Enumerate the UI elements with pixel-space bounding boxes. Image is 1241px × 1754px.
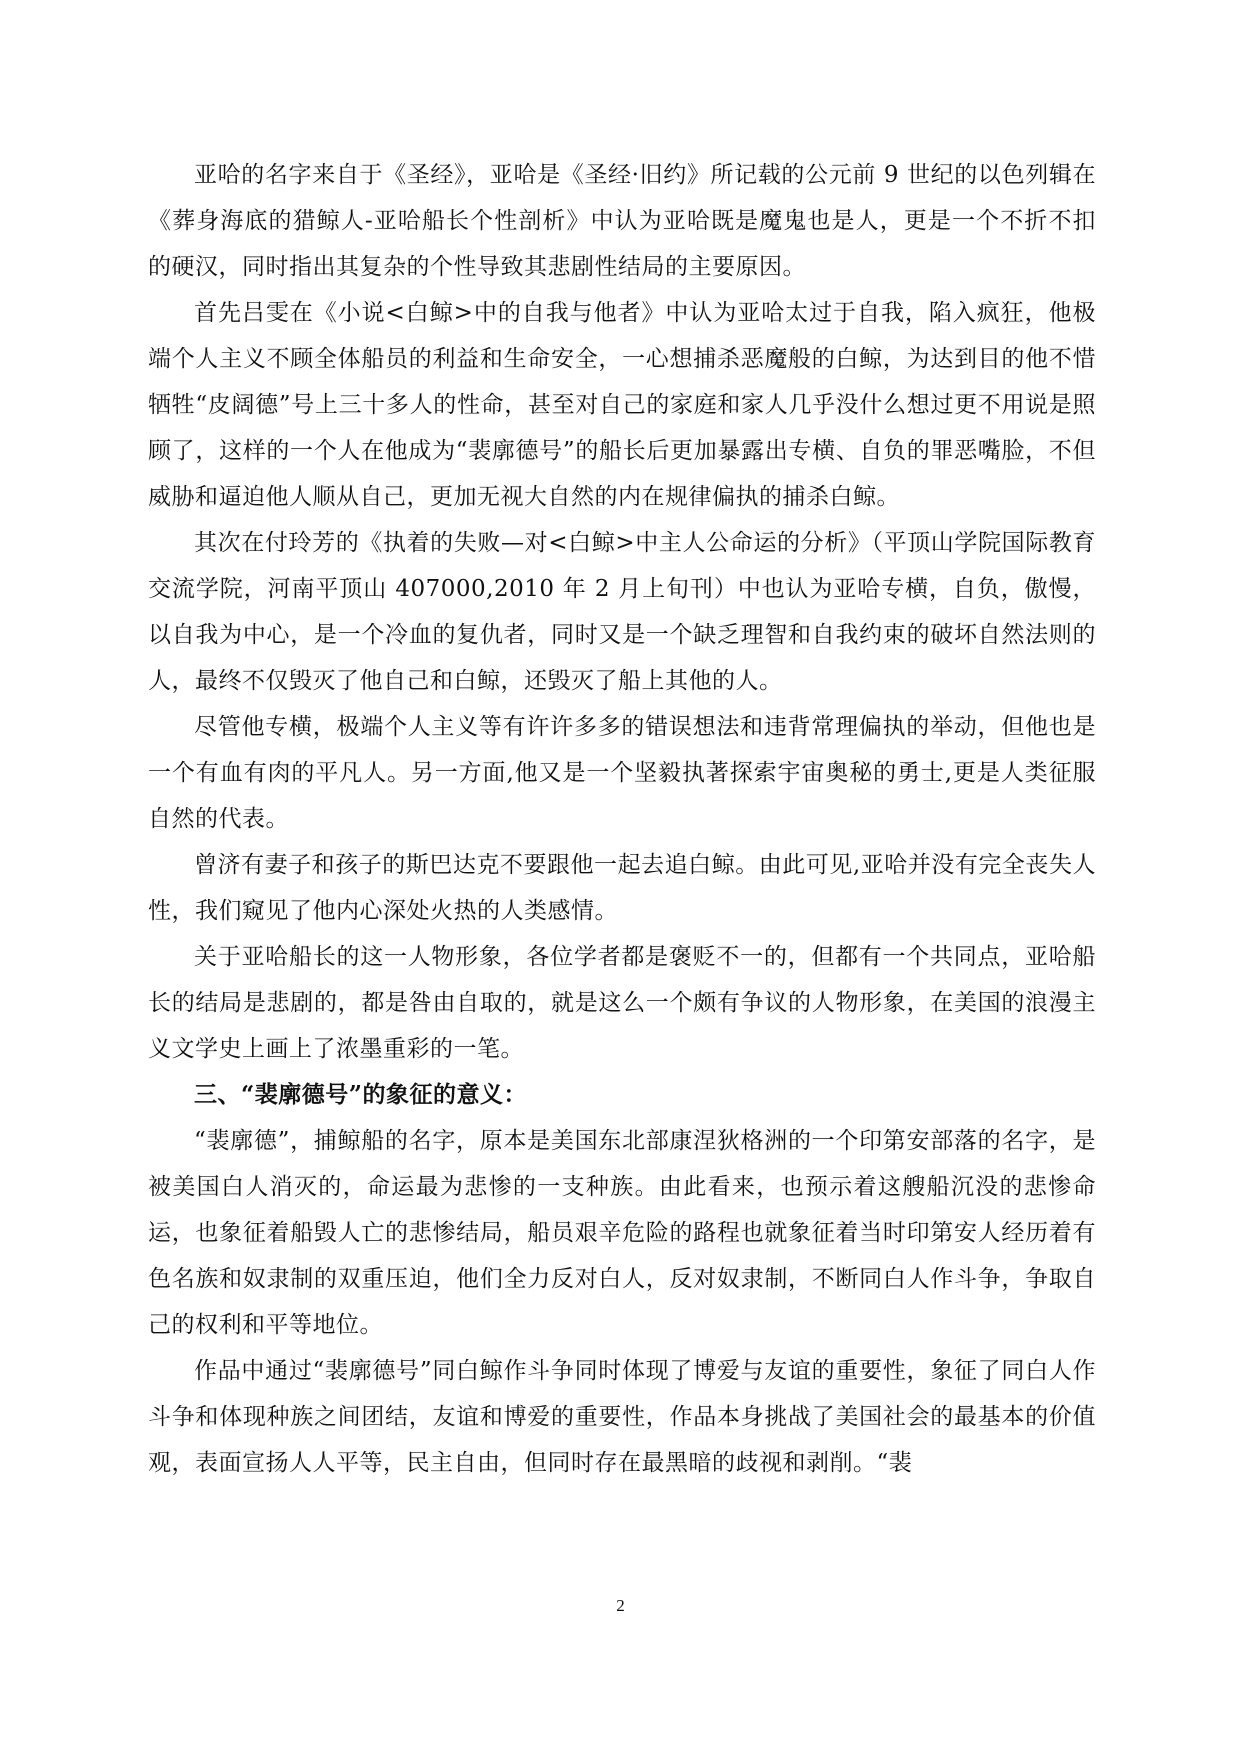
paragraph-pequod-symbolism: 作品中通过“裴廓德号”同白鲸作斗争同时体现了博爱与友谊的重要性，象征了同白人作斗争和体现种族之间团结，友谊和博爱的重要性，作品本身挑战了美国社会的最基本的价值观，表面宣扬人人平等，民主自由，但同时存在最黑暗的歧视和剥削。“裴 [148,1358,1096,1476]
paragraph-fu-lingfang-analysis: 其次在付玲芳的《执着的失败—对<白鲸>中主人公命运的分析》（平顶山学院国际教育交流学院，河南平顶山 407000,2010 年 2 月上旬刊）中也认为亚哈专横，自负，傲慢，以自我为中心，是一个冷血的复仇者，同时又是一个缺乏理智和自我约束的破坏自然法则的人，最终不仅毁灭了他自己和白鲸，还毁灭了船上其他的人。 [148,530,1096,694]
paragraph-ahab-name-origin: 亚哈的名字来自于《圣经》，亚哈是《圣经·旧约》所记载的公元前 9 世纪的以色列辑在《葬身海底的猎鲸人-亚哈船长个性剖析》中认为亚哈既是魔鬼也是人，更是一个不折不扣的硬汉，同时指出其复杂的个性导致其悲剧性结局的主要原因。 [148,162,1096,280]
paragraph-starbuck: 曾济有妻子和孩子的斯巴达克不要跟他一起去追白鲸。由此可见,亚哈并没有完全丧失人性，我们窥见了他内心深处火热的人类感情。 [148,852,1096,924]
paragraph-lv-wen-analysis: 首先吕雯在《小说<白鲸>中的自我与他者》中认为亚哈太过于自我，陷入疯狂，他极端个人主义不顾全体船员的利益和生命安全，一心想捕杀恶魔般的白鲸，为达到目的他不惜牺牲“皮阔德”号上三十多人的性命，甚至对自己的家庭和家人几乎没什么想过更不用说是照顾了，这样的一个人在他成为“裴廓德号”的船长后更加暴露出专横、自负的罪恶嘴脸，不但威胁和逼迫他人顺从自己，更加无视大自然的内在规律偏执的捕杀白鲸。 [148,300,1096,510]
body-text [148,152,1096,1486]
paragraph-scholars-summary: 关于亚哈船长的这一人物形象，各位学者都是褒贬不一的，但都有一个共同点，亚哈船长的结局是悲剧的，都是咎由自取的，就是这么一个颇有争议的人物形象，在美国的浪漫主义文学史上画上了浓墨重彩的一笔。 [148,944,1096,1062]
page-number: 2 [616,1596,625,1615]
section-heading: 三、“裴廓德号”的象征的意义： [194,1081,527,1108]
paragraph-pequod-name: “裴廓德”，捕鲸船的名字，原本是美国东北部康涅狄格洲的一个印第安部落的名字，是被美国白人消灭的，命运最为悲惨的一支种族。由此看来，也预示着这艘船沉没的悲惨命运，也象征着船毁人亡的悲惨结局，船员艰辛危险的路程也就象征着当时印第安人经历着有色名族和奴隶制的双重压迫，他们全力反对白人，反对奴隶制，不断同白人作斗争，争取自己的权利和平等地位。 [148,1128,1096,1338]
paragraph-ahab-humanity: 尽管他专横，极端个人主义等有许许多多的错误想法和违背常理偏执的举动，但他也是一个有血有肉的平凡人。另一方面,他又是一个坚毅执著探索宇宙奥秘的勇士,更是人类征服自然的代表。 [148,714,1096,832]
